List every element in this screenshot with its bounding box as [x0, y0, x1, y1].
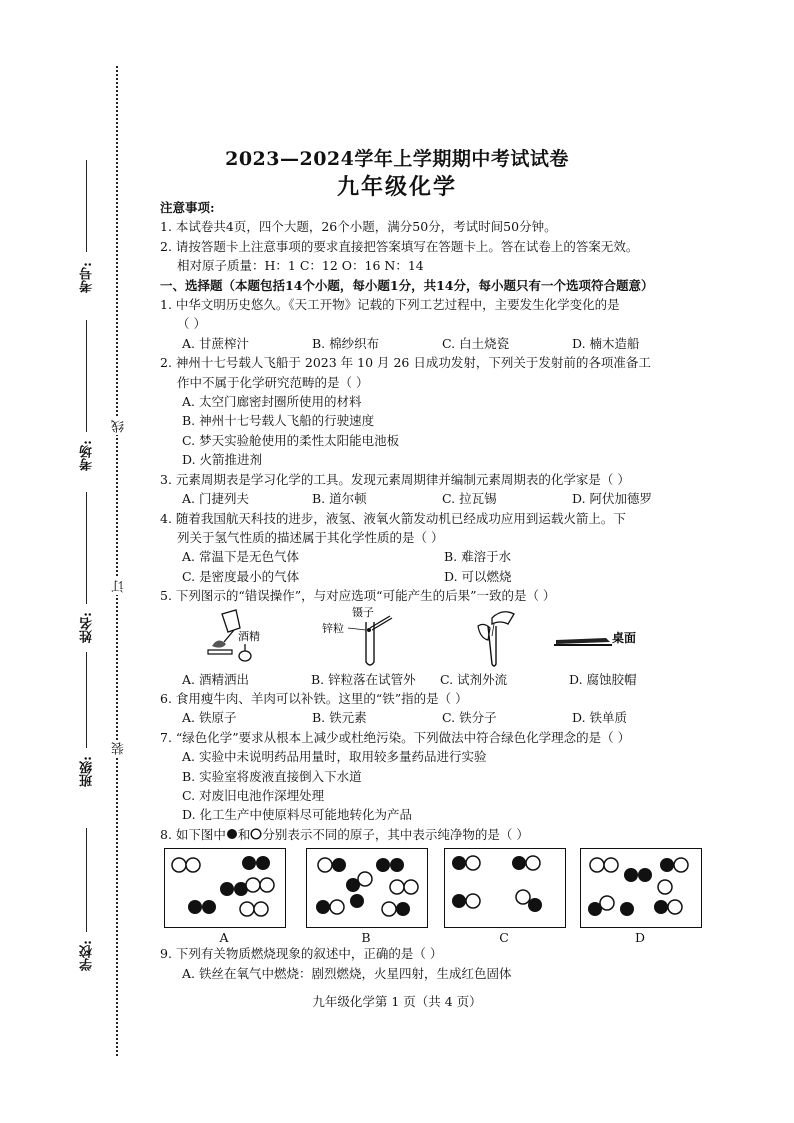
name-blank[interactable]	[86, 492, 87, 604]
option: B. 棉纱织布	[312, 335, 380, 351]
option: D. 化工生产中使原料尽可能地转化为产品	[182, 807, 413, 823]
section-title: 一、选择题（本题包括14个小题，每小题1分，共14分，每小题只有一个选项符合题意）	[160, 277, 654, 293]
q8-stem-part: 和	[237, 826, 251, 842]
option: D. 楠木造船	[572, 335, 640, 351]
side-field-class: 班级:	[80, 756, 95, 787]
cut-mark-line: 线	[112, 420, 127, 433]
dropper-on-desk-figure	[554, 606, 654, 668]
option: A. 太空门廊密封圈所使用的材料	[182, 394, 362, 410]
molecule-box-b	[306, 848, 428, 928]
page-footer: 九年级化学第 1 页（共 4 页）	[312, 994, 482, 1009]
tweezers-test-tube-figure	[322, 606, 412, 668]
question-stem: 7. “绿色化学”要求从根本上减少或杜绝污染。下列做法中符合绿色化学理念的是（ ）	[160, 729, 631, 745]
option-row	[160, 708, 725, 727]
q8-stem-part: 8. 如下图中	[160, 826, 226, 842]
option-row	[160, 670, 725, 689]
cut-mark-bind: 装	[112, 742, 127, 755]
box-label-a: A	[219, 930, 229, 946]
question-stem-cont: 作中不属于化学研究范畴的是（ ）	[177, 374, 369, 390]
option: C. 白土烧瓷	[442, 335, 510, 351]
option: B. 道尔顿	[312, 491, 367, 507]
box-label-b: B	[361, 930, 371, 946]
q5-figures	[182, 606, 725, 670]
pouring-reagent-figure	[452, 606, 532, 668]
question-stem: 5. 下列图示的“错误操作”，与对应选项“可能产生的后果”一致的是（ ）	[160, 588, 556, 604]
option-row	[160, 567, 725, 586]
option: D. 可以燃烧	[444, 568, 512, 584]
question-stem-cont: 列关于氢气性质的描述属于其化学性质的是（ ）	[177, 529, 444, 545]
exam-title: 2023—2024学年上学期期中考试试卷	[225, 148, 569, 170]
question-stem: 1. 中华文明历史悠久。《天工开物》记载的下列工艺过程中，主要发生化学变化的是	[160, 297, 620, 313]
question-stem: 3. 元素周期表是学习化学的工具。发现元素周期律并编制元素周期表的化学家是（ ）	[160, 471, 630, 487]
fig-label-alcohol: 酒精	[238, 629, 260, 643]
exam-subject: 九年级化学	[336, 174, 457, 200]
class-blank[interactable]	[86, 652, 87, 748]
note-item: 1. 本试卷共4页，四个大题，26个小题，满分50分，考试时间50分钟。	[160, 219, 557, 235]
option: B. 神州十七号载人飞船的行驶速度	[182, 413, 375, 429]
question-stem: 2. 神州十七号载人飞船于 2023 年 10 月 26 日成功发射，下列关于发射前的各项准备工	[160, 355, 651, 371]
option: B. 实验室将废液直接倒入下水道	[182, 768, 362, 784]
option-row	[160, 489, 725, 508]
side-field-school: 学校:	[80, 940, 95, 971]
question-stem: 6. 食用瘦牛肉、羊肉可以补铁。这里的“铁”指的是（ ）	[160, 690, 468, 706]
option: C. 拉瓦锡	[442, 491, 497, 507]
school-blank[interactable]	[86, 828, 87, 932]
option: C. 梦天实验舱使用的柔性太阳能电池板	[182, 432, 400, 448]
option-row	[160, 547, 725, 566]
option: A. 甘蔗榨汁	[182, 335, 249, 351]
answer-paren: （ ）	[177, 316, 206, 332]
option: A. 常温下是无色气体	[182, 549, 299, 565]
option: B. 难溶于水	[444, 549, 512, 565]
molecule-box-d	[580, 848, 702, 928]
molecule-box-c	[444, 848, 566, 928]
exam-content	[160, 198, 725, 983]
exam-room-blank[interactable]	[86, 320, 87, 432]
option-row	[160, 334, 725, 353]
black-atom-icon	[226, 828, 238, 840]
side-field-exam-room: 考场:	[80, 440, 95, 471]
option: D. 腐蚀胶帽	[569, 671, 637, 687]
option: D. 阿伏加德罗	[572, 491, 653, 507]
white-atom-icon	[250, 828, 262, 840]
binding-dotted-line	[116, 66, 118, 1056]
option: D. 火箭推进剂	[182, 452, 263, 468]
atomic-mass-line: 相对原子质量：H：1 C：12 O：16 N：14	[177, 258, 424, 274]
cut-mark-staple: 订	[112, 580, 127, 593]
box-label-d: D	[634, 930, 646, 946]
note-item: 2. 请按答题卡上注意事项的要求直接把答案填写在答题卡上。答在试卷上的答案无效。	[160, 238, 639, 254]
option: C. 是密度最小的气体	[182, 568, 300, 584]
fig-label-tweezers: 镊子	[352, 605, 374, 619]
question-stem	[160, 825, 725, 844]
option: B. 锌粒落在试管外	[311, 671, 416, 687]
option: C. 对废旧电池作深埋处理	[182, 787, 325, 803]
option: C. 铁分子	[442, 710, 497, 726]
option: A. 酒精洒出	[182, 671, 249, 687]
side-field-exam-number: 考号:	[80, 262, 95, 293]
option: A. 门捷列夫	[182, 491, 249, 507]
fig-label-desk: 桌面	[612, 630, 637, 645]
q8-figures	[160, 848, 725, 944]
option: A. 实验中未说明药品用量时，取用较多量药品进行实验	[182, 749, 487, 765]
option: A. 铁原子	[182, 710, 237, 726]
fig-label-zinc: 锌粒	[322, 621, 344, 635]
option: A. 铁丝在氧气中燃烧：剧烈燃烧，火星四射，生成红色固体	[182, 965, 512, 981]
option: B. 铁元素	[312, 710, 367, 726]
option: C. 试剂外流	[440, 671, 508, 687]
option: D. 铁单质	[572, 710, 628, 726]
notes-heading: 注意事项:	[160, 200, 215, 215]
question-stem: 9. 下列有关物质燃烧现象的叙述中，正确的是（ ）	[160, 946, 443, 962]
alcohol-lamp-figure	[200, 606, 280, 668]
box-label-c: C	[499, 930, 509, 946]
q8-stem-part: 分别表示不同的原子，其中表示纯净物的是（ ）	[262, 826, 529, 842]
question-stem: 4. 随着我国航天科技的进步，液氢、液氧火箭发动机已经成功应用到运载火箭上。下	[160, 510, 626, 526]
molecule-box-a	[164, 848, 286, 928]
side-field-name: 姓名:	[80, 612, 95, 643]
